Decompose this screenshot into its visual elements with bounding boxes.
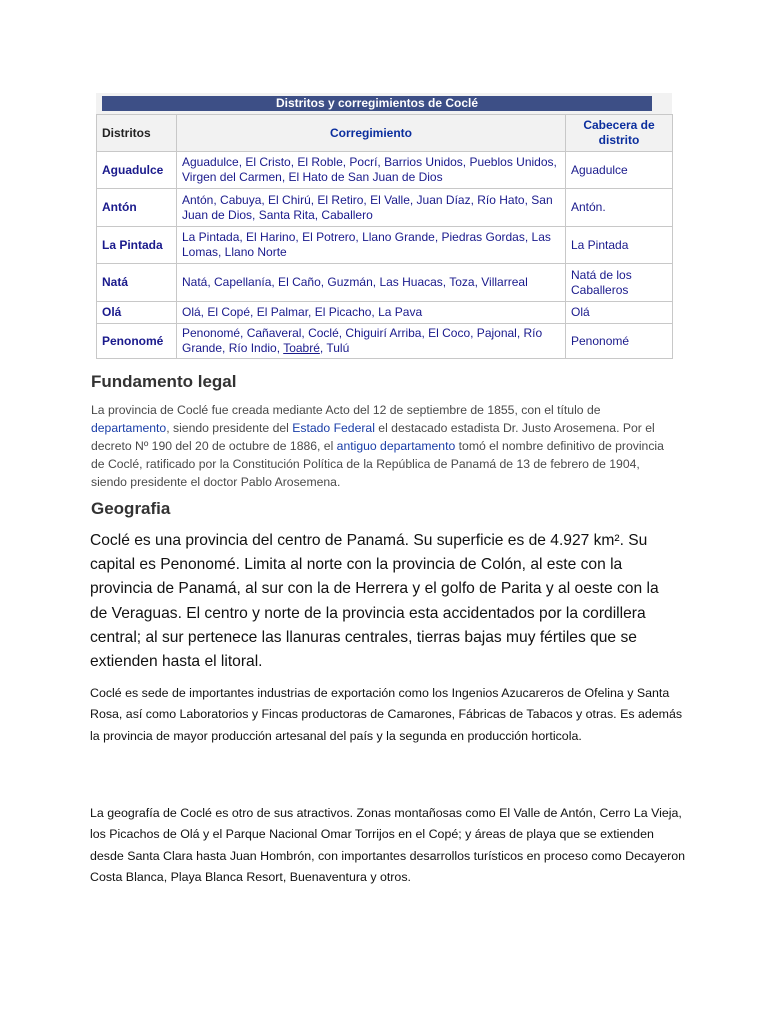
cabecera-cell[interactable]: La Pintada	[566, 227, 673, 264]
geografia-paragraph-3: La geografía de Coclé es otro de sus atractivos. Zonas montañosas como El Valle de Antón, Cerro La Vieja, los Picachos de Olá y el Parque Nacional Omar Torrijos en el Copé; y áreas de playa que se extienden desde Santa Clara hasta Juan Hombrón, con importantes desarrollos turísticos en proceso como Decayeron Costa Blanca, Playa Blanca Resort, Buenaventura y otros.	[90, 806, 686, 885]
geografia-paragraph-1: Coclé es una provincia del centro de Panamá. Su superficie es de 4.927 km². Su capital es Penonomé. Limita al norte con la provincia de Colón, al este con la provincia de Panamá, al sur con la de Herrera y el golfo de Parita y al oeste con la de Veraguas. El centro y norte de la provincia esta accidentados por la cordillera central; al sur pertenece las llanuras centrales, tierras bajas muy fértiles que se extienden hasta el litoral.	[90, 532, 659, 671]
table-row	[97, 302, 673, 324]
fundamento-heading: Fundamento legal	[91, 372, 237, 391]
corregimiento-cell[interactable]: Antón, Cabuya, El Chirú, El Retiro, El Valle, Juan Díaz, Río Hato, San Juan de Dios, Santa Rita, Caballero	[177, 189, 566, 227]
table-row	[97, 264, 673, 302]
districts-table-container	[96, 93, 672, 359]
corregimiento-cell[interactable]: Olá, El Copé, El Palmar, El Picacho, La Pava	[177, 302, 566, 324]
paragraph-text: La provincia de Coclé fue creada mediante Acto del 12 de septiembre de 1855, con el título de	[91, 403, 601, 417]
district-link[interactable]: La Pintada	[97, 227, 177, 264]
corregimiento-text[interactable]: , Tulú	[319, 341, 350, 355]
corregimiento-cell[interactable]: Natá, Capellanía, El Caño, Guzmán, Las Huacas, Toza, Villarreal	[177, 264, 566, 302]
departamento-link[interactable]: departamento	[91, 421, 167, 435]
cabecera-cell[interactable]: Penonomé	[566, 324, 673, 359]
corregimiento-text[interactable]: Penonomé, Cañaveral, Coclé, Chiguirí Arriba, El Coco, Pajonal, Río Grande, Río Indio,	[182, 326, 543, 355]
corregimiento-cell	[177, 324, 566, 359]
corregimiento-cell[interactable]: La Pintada, El Harino, El Potrero, Llano Grande, Piedras Gordas, Las Lomas, Llano Norte	[177, 227, 566, 264]
district-link[interactable]: Olá	[97, 302, 177, 324]
paragraph-text: tomó el nombre definitivo de provincia de Coclé, ratificado por la Constitución Política de la República de Panamá de 13 de febrero de 1904, siendo presidente el doctor Pablo Arosemena.	[91, 439, 664, 489]
table-header-row	[97, 115, 673, 152]
district-link[interactable]: Penonomé	[97, 324, 177, 359]
district-link[interactable]: Antón	[97, 189, 177, 227]
toabre-link[interactable]: Toabré	[283, 341, 320, 355]
table-row	[97, 189, 673, 227]
cabecera-cell[interactable]: Antón.	[566, 189, 673, 227]
table-title: Distritos y corregimientos de Coclé	[102, 96, 652, 111]
districts-table	[96, 114, 673, 359]
antiguo-departamento-link[interactable]: antiguo departamento	[336, 439, 456, 453]
cabecera-cell[interactable]: Aguadulce	[566, 152, 673, 189]
district-link[interactable]: Natá	[97, 264, 177, 302]
geografia-heading: Geografia	[91, 499, 171, 518]
table-row	[97, 152, 673, 189]
cabecera-cell[interactable]: Olá	[566, 302, 673, 324]
header-corregimiento[interactable]: Corregimiento	[177, 115, 566, 152]
header-cabecera[interactable]: Cabecera de distrito	[566, 115, 673, 152]
cabecera-cell[interactable]: Natá de los Caballeros	[566, 264, 673, 302]
paragraph-text: , siendo presidente del	[166, 421, 293, 435]
fundamento-paragraph	[91, 401, 671, 491]
table-row	[97, 324, 673, 359]
district-link[interactable]: Aguadulce	[97, 152, 177, 189]
header-districts: Distritos	[97, 115, 177, 152]
paragraph-text: el destacado estadista Dr. Justo Arosemena. Por el decreto Nº 190 del 20 de octubre de 1886, el	[91, 421, 655, 453]
geografia-paragraph-2: Coclé es sede de importantes industrias de exportación como los Ingenios Azucareros de Ofelina y Santa Rosa, así como Laboratorios y Fincas productoras de Camarones, Fábricas de Tabacos y otras. Es además la provincia de mayor producción artesanal del país y la segunda en producción horticola.	[90, 686, 683, 743]
table-row	[97, 227, 673, 264]
estado-federal-link[interactable]: Estado Federal	[292, 421, 375, 435]
corregimiento-cell[interactable]: Aguadulce, El Cristo, El Roble, Pocrí, Barrios Unidos, Pueblos Unidos, Virgen del Carmen, El Hato de San Juan de Dios	[177, 152, 566, 189]
